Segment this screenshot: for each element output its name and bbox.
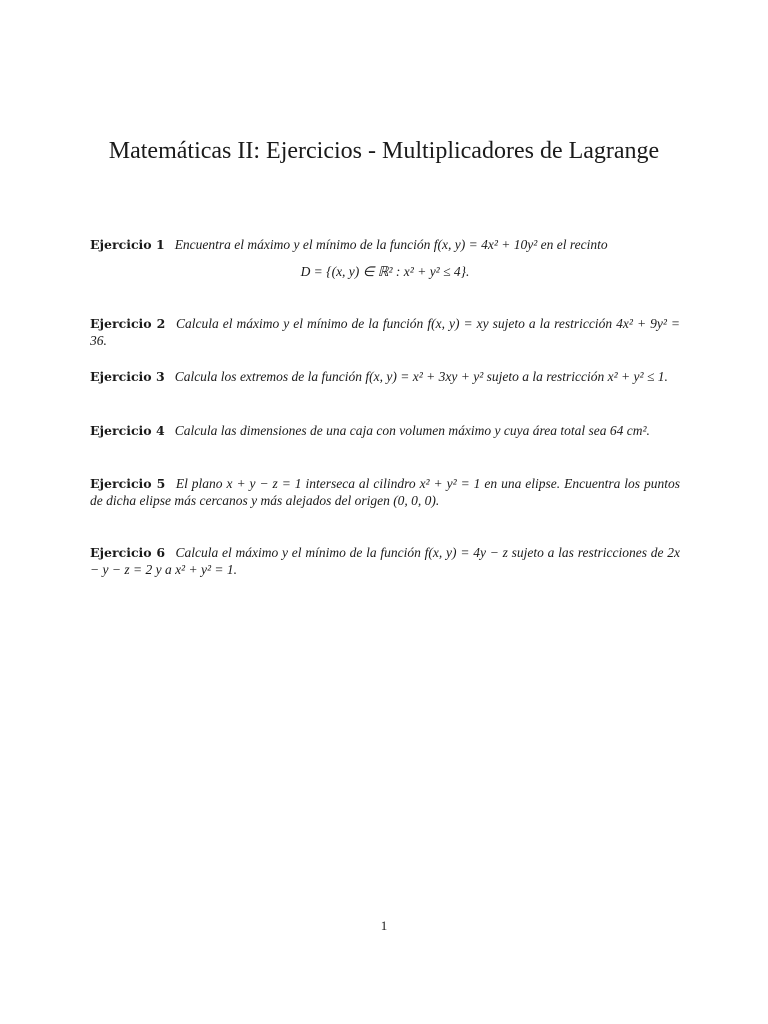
exercise-display-equation: D = {(x, y) ∈ ℝ² : x² + y² ≤ 4}.: [300, 264, 470, 279]
exercise-label: Ejercicio 5: [90, 476, 166, 491]
exercise-label: Ejercicio 3: [90, 369, 165, 384]
exercise-statement: Calcula el máximo y el mínimo de la función f(x, y) = 4y − z sujeto a las restricciones de 2x − y − z = 2 y a x² + y² = 1.: [90, 545, 680, 577]
exercise-label: Ejercicio 2: [90, 316, 166, 331]
exercise-label: Ejercicio 4: [90, 423, 165, 438]
exercise-statement: Calcula los extremos de la función f(x, y) = x² + 3xy + y² sujeto a la restricción x² + y² ≤ 1.: [174, 369, 668, 384]
document-title: Matemáticas II: Ejercicios - Multiplicadores de Lagrange: [108, 138, 660, 164]
exercise-statement: El plano x + y − z = 1 interseca al cilindro x² + y² = 1 en una elipse. Encuentra los puntos de dicha elipse más cercanos y más alejados del origen (0, 0, 0).: [90, 476, 680, 508]
exercise-statement: Calcula las dimensiones de una caja con volumen máximo y cuya área total sea 64 cm².: [174, 423, 650, 438]
exercise-2: [90, 315, 680, 349]
exercise-statement: Encuentra el máximo y el mínimo de la función f(x, y) = 4x² + 10y² en el recinto: [174, 237, 608, 252]
exercise-label: Ejercicio 1: [90, 237, 165, 252]
page-number: 1: [380, 918, 388, 933]
exercise-label: Ejercicio 6: [90, 545, 166, 560]
exercise-statement: Calcula el máximo y el mínimo de la función f(x, y) = xy sujeto a la restricción 4x² + 9y² = 36.: [90, 316, 680, 348]
exercise-4: [90, 422, 680, 439]
exercise-3: [90, 368, 680, 385]
exercise-5: [90, 475, 680, 509]
exercise-1: [90, 236, 680, 280]
exercise-6: [90, 544, 680, 578]
